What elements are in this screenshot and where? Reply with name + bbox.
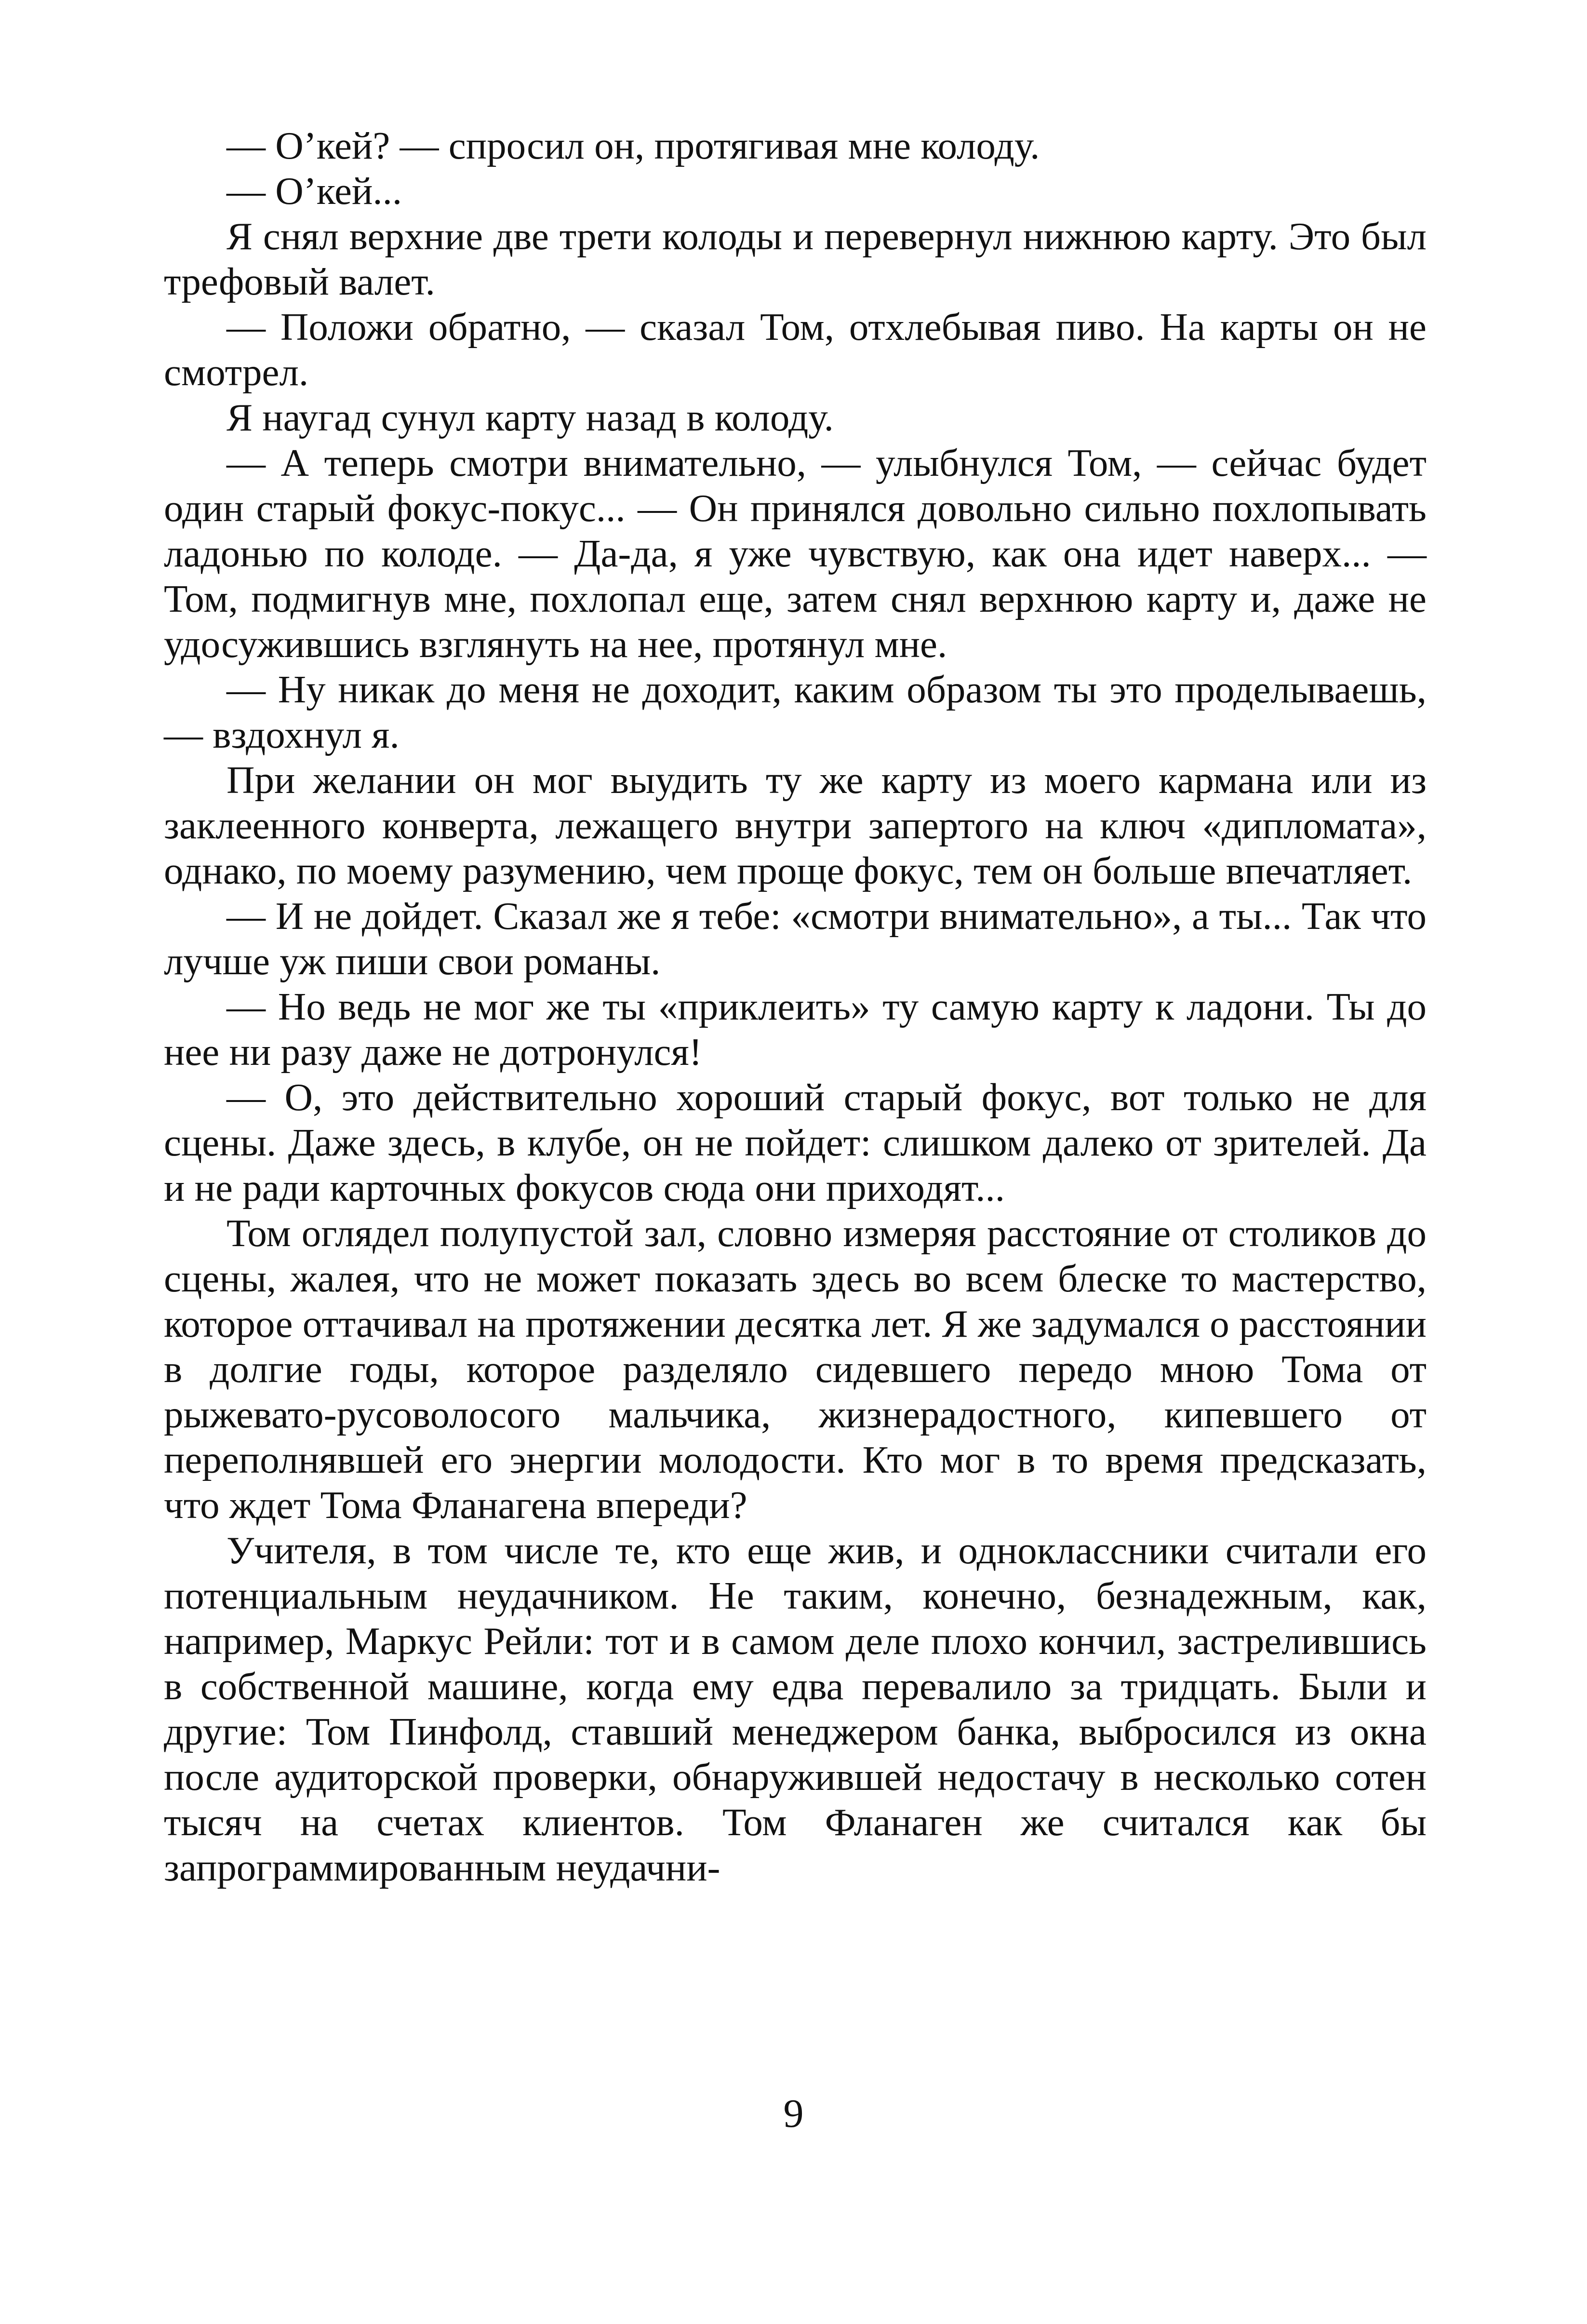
- paragraph: При желании он мог выудить ту же карту из моего кармана или из заклеенного конверта, лежащего внутри запертого на ключ «дипломата», однако, по моему разумению, чем проще фокус, тем он больше впечатляет.: [164, 758, 1427, 892]
- paragraph: — А теперь смотри внимательно, — улыбнулся Том, — сейчас будет один старый фокус-покус... — Он принялся довольно сильно похлопывать ладонью по колоде. — Да-да, я уже чувствую, как она идет наверх... — Том, подмигнув мне, похлопал еще, затем снял верхнюю карту и, даже не удосужившись взглянуть на нее, протянул мне.: [164, 441, 1427, 666]
- page-body: [164, 123, 1427, 1890]
- paragraph: — Ну никак до меня не доходит, каким образом ты это проделываешь, — вздохнул я.: [164, 668, 1427, 756]
- paragraph: — О, это действительно хороший старый фокус, вот только не для сцены. Даже здесь, в клубе, он не пойдет: слишком далеко от зрителей. Да и не ради карточных фокусов сюда они приходят...: [164, 1075, 1427, 1209]
- paragraph: Учителя, в том числе те, кто еще жив, и одноклассники считали его потенциальным неудачником. Не таким, конечно, безнадежным, как, например, Маркус Рейли: тот и в самом деле плохо кончил, застрелившись в собственной машине, когда ему едва перевалило за тридцать. Были и другие: Том Пинфолд, ставший менеджером банка, выбросился из окна после аудиторской проверки, обнаружившей недостачу в несколько сотен тысяч на счетах клиентов. Том Фланаген же считался как бы запрограммированным неудачни-: [164, 1529, 1427, 1889]
- paragraph: Я наугад сунул карту назад в колоду.: [227, 396, 834, 439]
- paragraph: — О’кей? — спросил он, протягивая мне колоду.: [227, 124, 1040, 167]
- paragraph: Том оглядел полупустой зал, словно измеряя расстояние от столиков до сцены, жалея, что не может показать здесь во всем блеске то мастерство, которое оттачивал на протяжении десятка лет. Я же задумался о расстоянии в долгие годы, которое разделяло сидевшего передо мною Тома от рыжевато-русоволосого мальчика, жизнерадостного, кипевшего от переполнявшей его энергии молодости. Кто мог в то время предсказать, что ждет Тома Фланагена впереди?: [164, 1211, 1427, 1527]
- paragraph: — Но ведь не мог же ты «приклеить» ту самую карту к ладони. Ты до нее ни разу даже не дотронулся!: [164, 985, 1427, 1074]
- paragraph: Я снял верхние две трети колоды и перевернул нижнюю карту. Это был трефовый валет.: [164, 215, 1427, 303]
- paragraph: — Положи обратно, — сказал Том, отхлебывая пиво. На карты он не смотрел.: [164, 305, 1427, 394]
- paragraph: — И не дойдет. Сказал же я тебе: «смотри внимательно», а ты... Так что лучше уж пиши свои романы.: [164, 894, 1427, 983]
- paragraph: — О’кей...: [227, 169, 402, 213]
- page-number: 9: [783, 2091, 804, 2136]
